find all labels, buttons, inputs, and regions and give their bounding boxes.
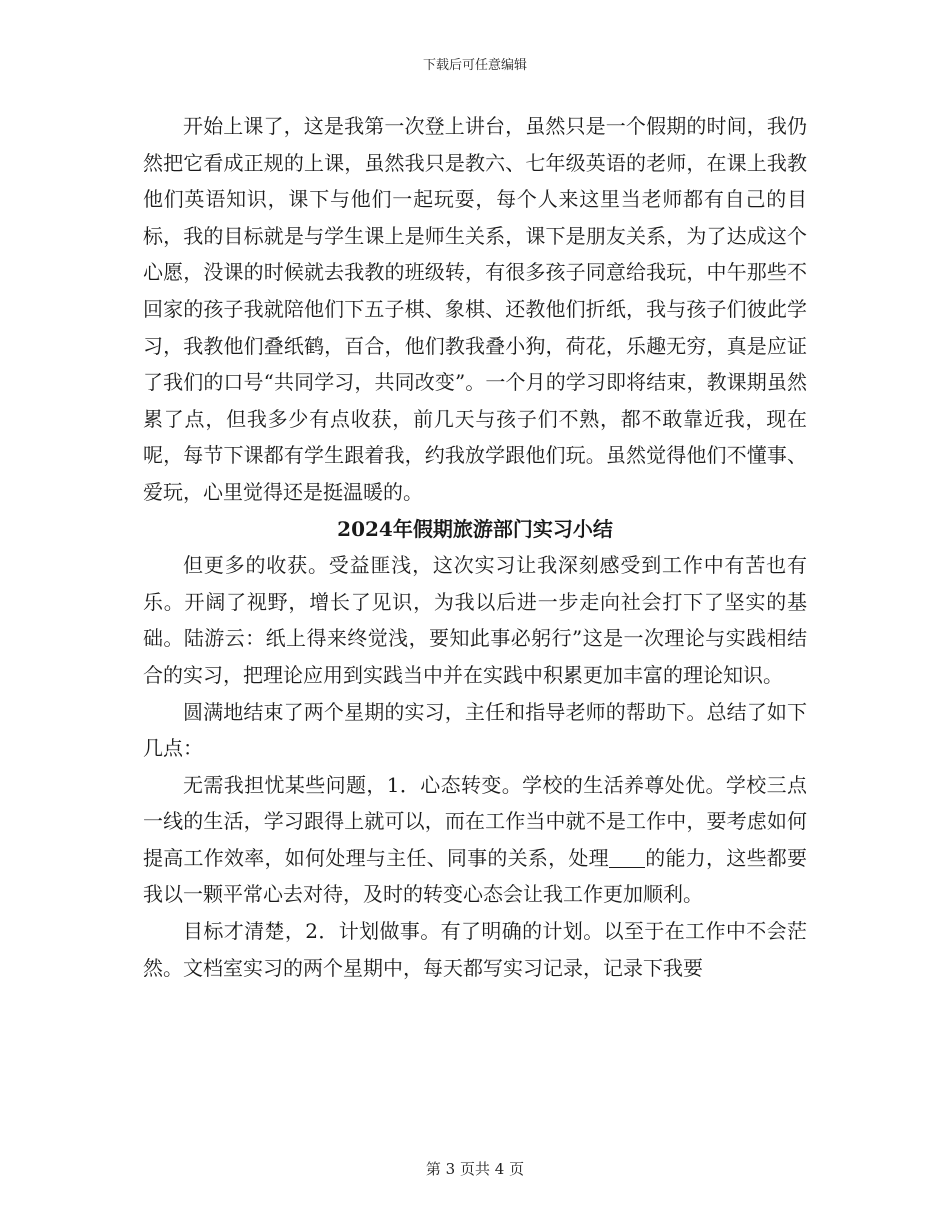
fill-in-blank: [609, 847, 645, 868]
paragraph-planning: 目标才清楚，2．计划做事。有了明确的计划。以至于在工作中不会茫然。文档室实习的两个星期中，每天都写实习记录，记录下我要: [143, 919, 807, 980]
section-heading: 2024年假期旅游部门实习小结: [337, 516, 613, 541]
paragraph-mindset: [143, 767, 807, 913]
page-footer: 第 3 页共 4 页: [425, 1160, 525, 1178]
document-body: [143, 108, 807, 986]
paragraph-mindset-part2: 的能力，这些都要我以一颗平常心去对待，及时的转变心态会让我工作更加顺利。: [143, 845, 808, 907]
paragraph-summary-intro: 圆满地结束了两个星期的实习，主任和指导老师的帮助下。总结了如下几点：: [143, 699, 807, 761]
paragraph-gains: 但更多的收获。受益匪浅，这次实习让我深刻感受到工作中有苦也有乐。开阔了视野，增长了见识，为我以后进一步走向社会打下了坚实的基础。陆游云：纸上得来终觉浅，要知此事必躬行”这是一次理论与实践相结合的实习，把理论应用到实践当中并在实践中积累更加丰富的理论知识。: [143, 553, 807, 687]
page-header: 下载后可任意编辑: [422, 58, 527, 73]
paragraph-mindset-part1: 无需我担忧某些问题，1．心态转变。学校的生活养尊处优。学校三点一线的生活，学习跟得上就可以，而在工作当中就不是工作中，要考虑如何提高工作效率，如何处理与主任、同事的关系，处理: [143, 772, 807, 870]
paragraph-teaching: 开始上课了，这是我第一次登上讲台，虽然只是一个假期的时间，我仍然把它看成正规的上课，虽然我只是教六、七年级英语的老师，在课上我教他们英语知识，课下与他们一起玩耍，每个人来这里当老师都有自己的目标，我的目标就是与学生课上是师生关系，课下是朋友关系，为了达成这个心愿，没课的时候就去我教的班级转，有很多孩子同意给我玩，中午那些不回家的孩子我就陪他们下五子棋、象棋、还教他们折纸，我与孩子们彼此学习，我教他们叠纸鹤，百合，他们教我叠小狗，荷花，乐趣无穷，真是应证了我们的口号“共同学习，共同改变”。一个月的学习即将结束，教课期虽然累了点，但我多少有点收获，前几天与孩子们不熟，都不敢靠近我，现在呢，每节下课都有学生跟着我，约我放学跟他们玩。虽然觉得他们不懂事、爱玩，心里觉得还是挺温暖的。: [143, 114, 807, 504]
